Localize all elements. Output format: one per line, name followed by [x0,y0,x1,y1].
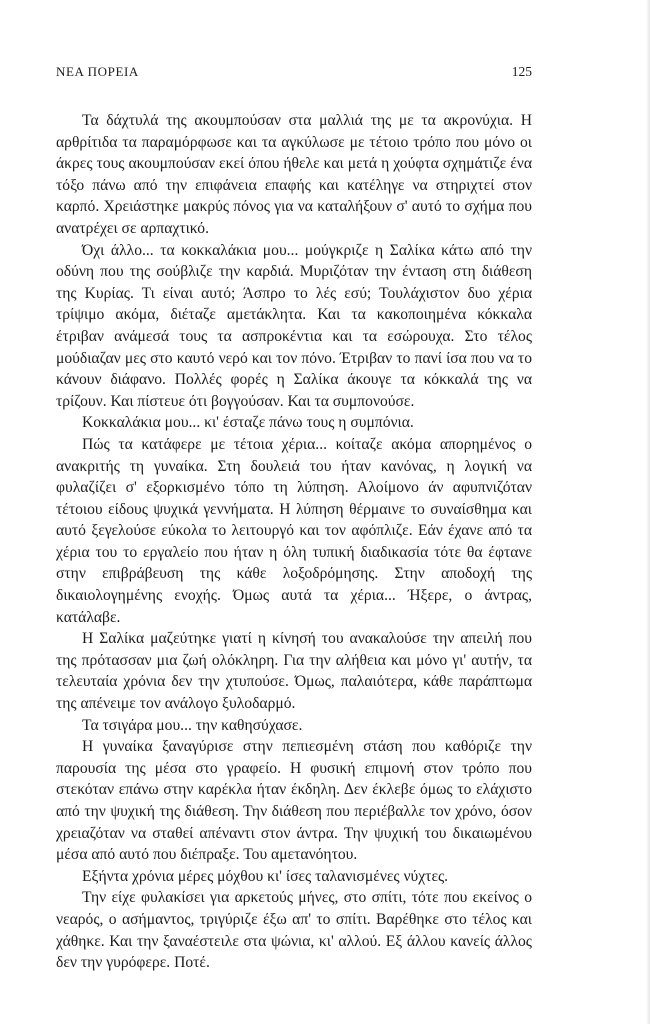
page-edge-shadow [646,0,650,1024]
running-head: ΝΕΑ ΠΟΡΕΙΑ [56,64,139,79]
paragraph: Κοκκαλάκια μου... κι' έσταζε πάνω τους η συμπόνια. [82,414,414,432]
paragraph: Τα τσιγάρα μου... την καθησύχασε. [82,716,303,734]
body-text [56,110,532,974]
paragraph: Όχι άλλο... τα κοκκαλάκια μου... μούγκριζε η Σαλίκα κάτω από την οδύνη που της σούβλιζε την καρδιά. Μυριζόταν την ένταση στη διάθεση της Κυρίας. Τι είναι αυτό; Άσπρο το λές εσύ; Τουλάχιστον δυο χέρια τρίψιμο ακόμα, διέταζε αμετάκλητα. Και τα κακοποιημένα κόκκαλα έτριβαν ανάμεσά τους τα ασπροκέντια και τα εσώρουχα. Στο τέλος μούδιαζαν μες στο καυτό νερό και τον πόνο. Έτριβαν το πανί ίσα που να το κάνουν διάφανο. Πολλές φορές η Σαλίκα άκουγε τα κόκκαλά της να τρίζουν. Και πίστευε ότι βογγούσαν. Και τα συμπονούσε. [56,241,532,410]
page-header [56,64,532,82]
paragraph: Η γυναίκα ξαναγύρισε στην πεπιεσμένη στάση που καθόριζε την παρουσία της μέσα στο γραφείο. Η φυσική επιμονή στον τρόπο που στεκόταν επάνω στην καρέκλα ήταν έκδηλη. Δεν έκλεβε όμως το ελάχιστο από την ψυχική της διάθεση. Την διάθεση που περιέβαλλε τον χρόνο, όσον χρειαζόταν να σταθεί απέναντι στον άντρα. Την ψυχική του δικαιωμένου μέσα από αυτό που διέπραξε. Του αμετανόητου. [56,738,532,864]
paragraph: Εξήντα χρόνια μέρες μόχθου κι' ίσες ταλανισμένες νύχτες. [82,867,449,885]
paragraph: Τα δάχτυλά της ακουμπούσαν στα μαλλιά της με τα ακρονύχια. Η αρθρίτιδα τα παραμόρφωσε και τα αγκύλωσε με τέτοιο τρόπο που μόνο οι άκρες τους ακουμπούσαν εκεί όπου ήθελε και μετά η χούφτα σχημάτιζε ένα τόξο πάνω από την επιφάνεια επαφής και κατέληγε να στηριχτεί στον καρπό. Χρειάστηκε μακρύς πόνος για να καταλήξουν σ' αυτό το σχήμα που ανατρέχει σε αρπαχτικό. [56,112,532,237]
paragraph: Πώς τα κατάφερε με τέτοια χέρια... κοίταζε ακόμα απορημένος ο ανακριτής τη γυναίκα. Στη δουλειά του ήταν κανόνας, η λογική να φυλαζίζει σ' εξορκισμένο τόπο τη λύπηση. Αλοίμονο άν αφυπνιζόταν τέτοιου είδους ψυχικά γεννήματα. Η λύπηση θέρμαινε το συναίσθημα και αυτό ξεγελούσε εύκολα το λειτουργό και τον αφόπλιζε. Εάν έχανε από τα χέρια του το εργαλείο που ήταν η όλη τυπική διαδικασία τότε θα έφτανε στην επιβράβευση της κάθε λοξοδρόμησης. Στην αποδοχή της δικαιολογημένης ενοχής. Όμως αυτά τα χέρια... Ήξερε, ο άντρας, κατάλαβε. [56,435,532,626]
paragraph: Την είχε φυλακίσει για αρκετούς μήνες, στο σπίτι, τότε που εκείνος ο νεαρός, ο ασήμαντος, τριγύριζε έξω απ' το σπίτι. Βαρέθηκε στο τέλος και χάθηκε. Και την ξαναέστειλε στα ψώνια, κι' αλλού. Εξ άλλου κανείς άλλος δεν την γυρόφερε. Ποτέ. [56,889,532,972]
page-number: 125 [511,64,532,79]
paragraph: Η Σαλίκα μαζεύτηκε γιατί η κίνησή του ανακαλούσε την απειλή που της πρότασσαν μια ζωή ολόκληρη. Για την αλήθεια και μόνο γι' αυτήν, τα τελευταία χρόνια δεν την χτυπούσε. Όμως, παλαιότερα, κάθε παράπτωμα της απένειμε τον ανάλογο ξυλοδαρμό. [56,630,532,713]
